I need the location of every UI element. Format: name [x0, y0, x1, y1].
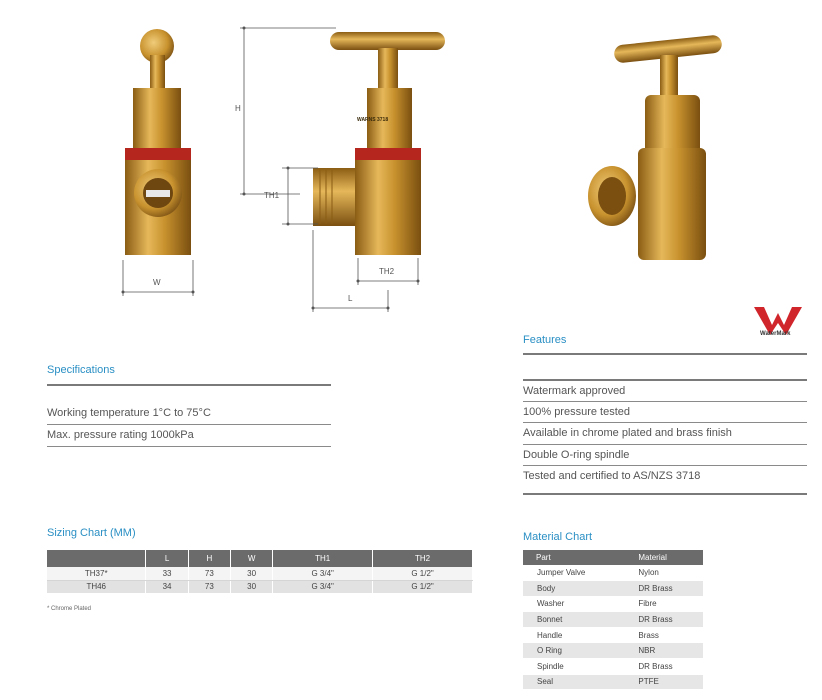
sizing-table	[47, 550, 473, 593]
material-chart-title: Material Chart	[523, 531, 593, 543]
spec-item: Max. pressure rating 1000kPa	[47, 429, 194, 441]
sizing-header-cell: TH2	[373, 550, 473, 567]
table-cell: DR Brass	[625, 581, 703, 597]
dim-label-l: L	[348, 294, 353, 303]
valve-marking: WARNS 3718	[357, 117, 389, 123]
table-cell: Seal	[523, 674, 625, 690]
dim-label-h: H	[235, 104, 241, 113]
table-row	[523, 596, 703, 612]
features-title-rule	[523, 353, 807, 355]
sizing-footnote: * Chrome Plated	[47, 606, 92, 612]
feature-item: Double O-ring spindle	[523, 449, 630, 461]
table-cell: Spindle	[523, 659, 625, 675]
features-top-rule	[523, 379, 807, 381]
table-cell: 30	[230, 567, 272, 580]
table-row	[523, 659, 703, 675]
sizing-header-cell: TH1	[273, 550, 373, 567]
divider	[47, 424, 331, 425]
divider	[523, 444, 807, 445]
table-cell: G 1/2"	[373, 580, 473, 593]
table-cell: 34	[146, 580, 188, 593]
table-row	[523, 627, 703, 643]
sizing-chart-title: Sizing Chart (MM)	[47, 527, 136, 539]
table-row	[47, 567, 473, 580]
specifications-rule	[47, 384, 331, 386]
table-row	[523, 612, 703, 628]
divider	[523, 465, 807, 466]
material-header-cell: Material	[625, 550, 703, 565]
table-cell: Washer	[523, 596, 625, 612]
spec-item: Working temperature 1°C to 75°C	[47, 407, 211, 419]
table-cell: 33	[146, 567, 188, 580]
table-cell: G 3/4"	[273, 580, 373, 593]
divider	[523, 401, 807, 402]
front-view-drawing	[122, 29, 195, 296]
side-view-drawing	[240, 27, 445, 313]
sizing-header-cell: H	[188, 550, 230, 567]
features-title: Features	[523, 334, 567, 346]
material-header-cell: Part	[523, 550, 625, 565]
table-cell: Brass	[625, 627, 703, 643]
table-row	[523, 674, 703, 690]
table-cell: DR Brass	[625, 612, 703, 628]
table-cell: 73	[188, 567, 230, 580]
sizing-header-row	[47, 550, 473, 567]
table-row	[47, 580, 473, 593]
table-cell: G 1/2"	[373, 567, 473, 580]
table-cell: Jumper Valve	[523, 565, 625, 581]
divider	[523, 422, 807, 423]
table-cell: DR Brass	[625, 659, 703, 675]
features-bottom-rule	[523, 493, 807, 495]
table-cell: TH37*	[47, 567, 146, 580]
feature-item: Tested and certified to AS/NZS 3718	[523, 470, 701, 482]
specifications-title: Specifications	[47, 364, 115, 376]
table-cell: O Ring	[523, 643, 625, 659]
table-cell: Fibre	[625, 596, 703, 612]
feature-item: 100% pressure tested	[523, 406, 631, 418]
sizing-header-cell: W	[230, 550, 272, 567]
dim-label-w: W	[153, 278, 161, 287]
sizing-header-cell: L	[146, 550, 188, 567]
table-cell: Nylon	[625, 565, 703, 581]
watermark-logo-icon	[748, 303, 808, 345]
table-row	[523, 581, 703, 597]
watermark-text: WaterMark	[760, 331, 791, 337]
feature-item: Available in chrome plated and brass finish	[523, 427, 732, 439]
table-cell: 30	[230, 580, 272, 593]
dim-label-th2: TH2	[379, 267, 395, 276]
material-header-row	[523, 550, 703, 565]
table-cell: PTFE	[625, 674, 703, 690]
sizing-header-cell	[47, 550, 146, 567]
dim-label-th1: TH1	[264, 191, 280, 200]
table-cell: Body	[523, 581, 625, 597]
table-cell: 73	[188, 580, 230, 593]
table-row	[523, 565, 703, 581]
table-cell: G 3/4"	[273, 567, 373, 580]
divider	[47, 446, 331, 447]
valve-photo	[588, 34, 723, 260]
material-table	[523, 550, 703, 690]
table-row	[523, 643, 703, 659]
table-cell: TH46	[47, 580, 146, 593]
feature-item: Watermark approved	[523, 385, 626, 397]
table-cell: NBR	[625, 643, 703, 659]
table-cell: Handle	[523, 627, 625, 643]
table-cell: Bonnet	[523, 612, 625, 628]
